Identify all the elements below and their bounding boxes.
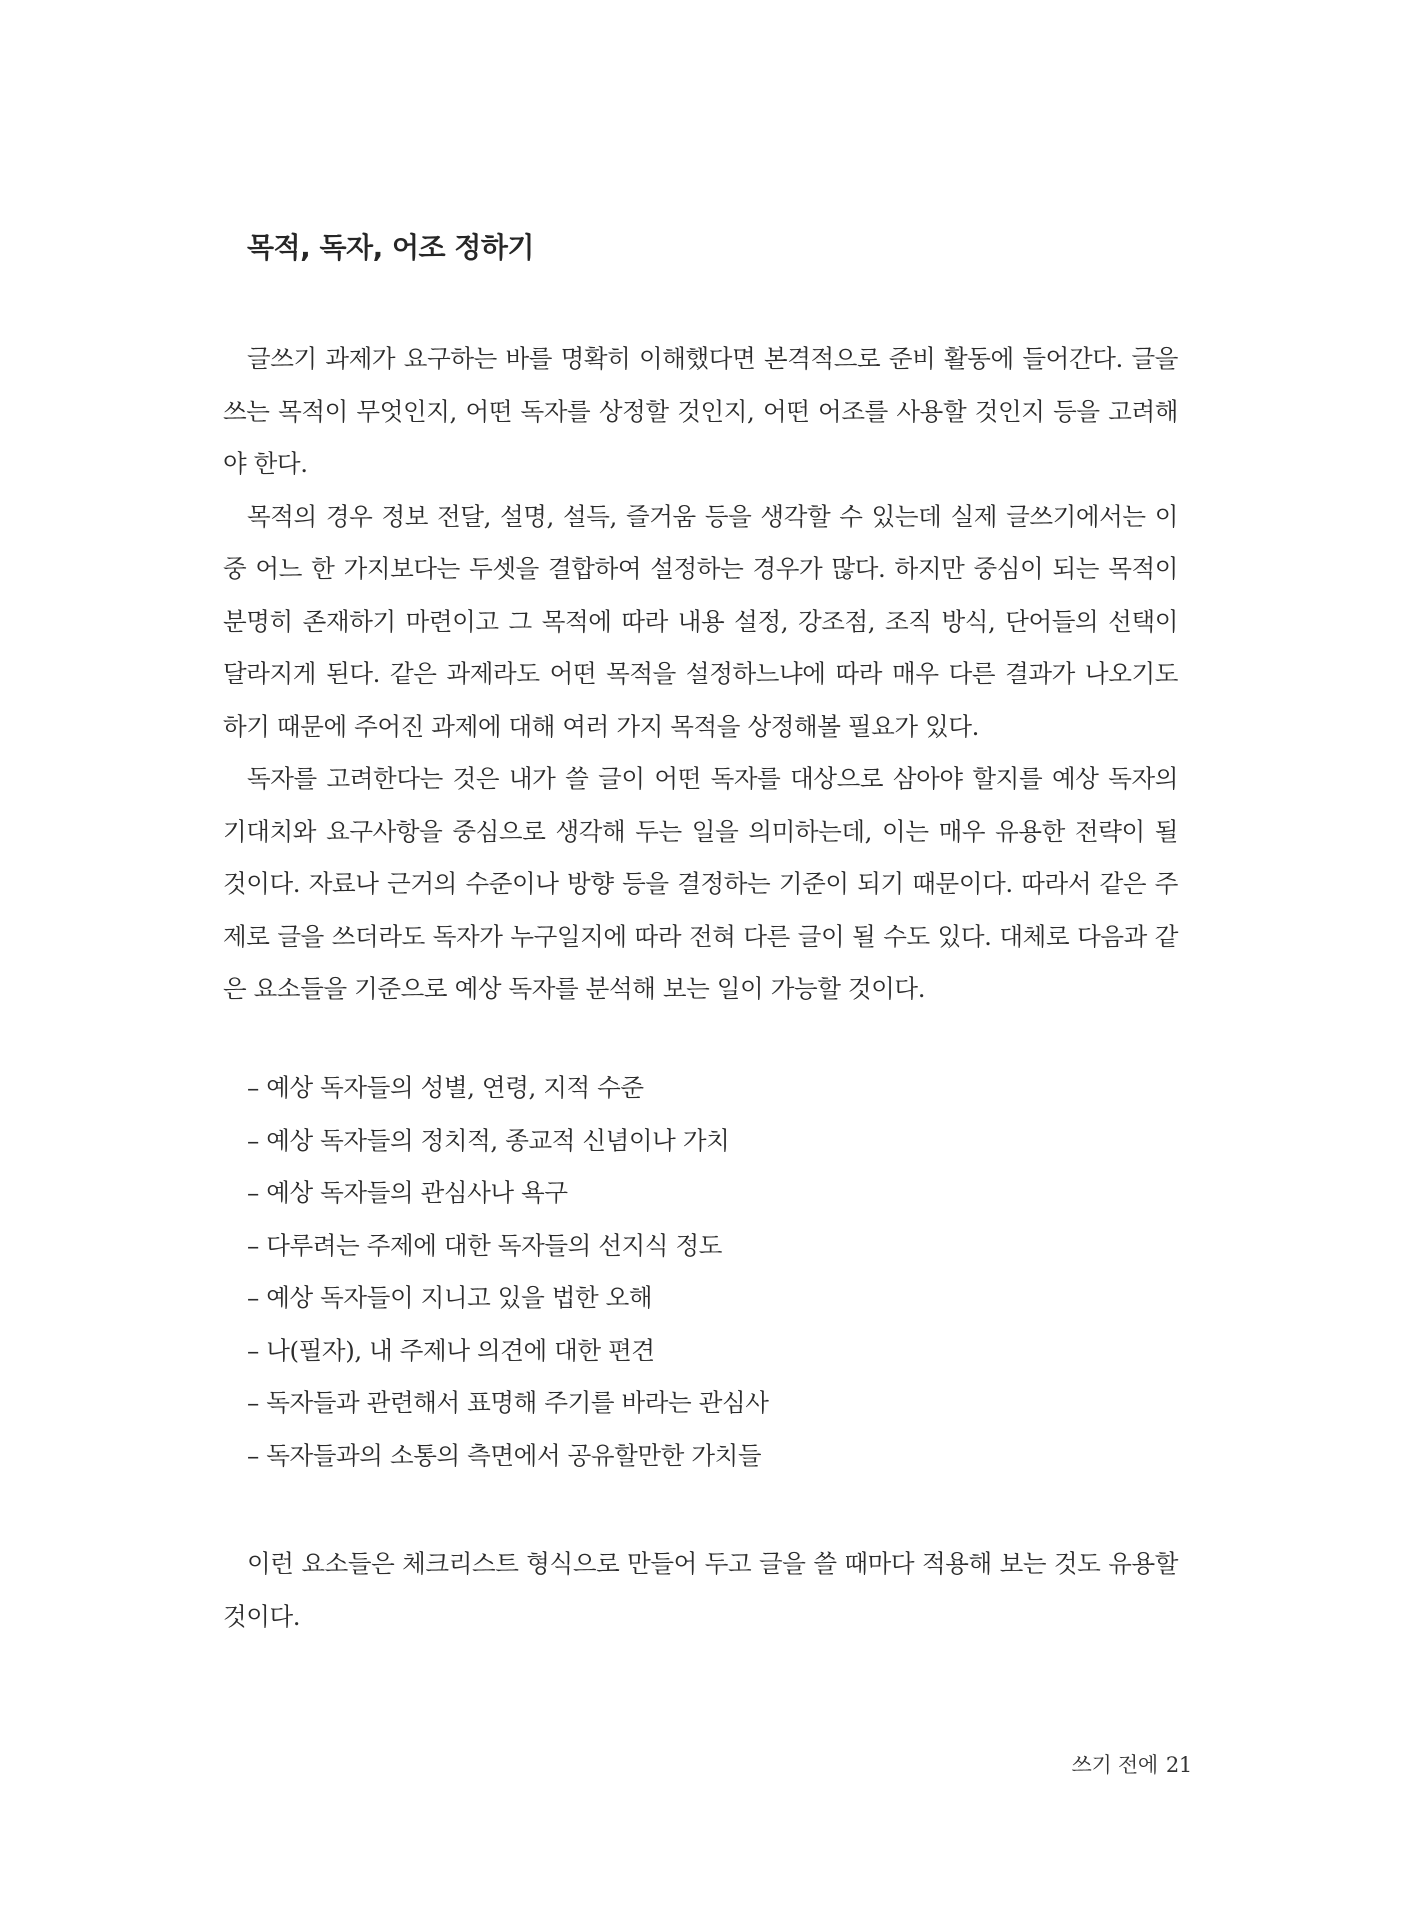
paragraph-closing: 이런 요소들은 체크리스트 형식으로 만들어 두고 글을 쓸 때마다 적용해 보는 것도 유용할 것이다. bbox=[223, 1549, 1178, 1631]
running-footer-chapter: 쓰기 전에 bbox=[1071, 1753, 1158, 1777]
list-item: – 다루려는 주제에 대한 독자들의 선지식 정도 bbox=[247, 1230, 722, 1260]
list-item: – 독자들과 관련해서 표명해 주기를 바라는 관심사 bbox=[247, 1388, 769, 1417]
list-item: – 예상 독자들의 성별, 연령, 지적 수준 bbox=[247, 1073, 644, 1102]
paragraph-reader: 독자를 고려한다는 것은 내가 쓸 글이 어떤 독자를 대상으로 삼아야 할지를 예상 독자의 기대치와 요구사항을 중심으로 생각해 두는 일을 의미하는데, 이는 매우 유용한 전략이 될 것이다. 자료나 근거의 수준이나 방향 등을 결정하는 기준이 되기 때문이다. 따라서 같은 주제로 글을 쓰더라도 독자가 누구일지에 따라 전혀 다른 글이 될 수도 있다. 대체로 다음과 같은 요소들을 기준으로 예상 독자를 분석해 보는 일이 가능할 것이다. bbox=[223, 764, 1178, 1003]
paragraph-intro: 글쓰기 과제가 요구하는 바를 명확히 이해했다면 본격적으로 준비 활동에 들어간다. 글을 쓰는 목적이 무엇인지, 어떤 독자를 상정할 것인지, 어떤 어조를 사용할 것인지 등을 고려해야 한다. bbox=[223, 344, 1178, 478]
body-text bbox=[223, 333, 1178, 1016]
section-title: 목적, 독자, 어조 정하기 bbox=[247, 231, 534, 264]
paragraph-purpose: 목적의 경우 정보 전달, 설명, 설득, 즐거움 등을 생각할 수 있는데 실제 글쓰기에서는 이 중 어느 한 가지보다는 두셋을 결합하여 설정하는 경우가 많다. 하지만 중심이 되는 목적이 분명히 존재하기 마련이고 그 목적에 따라 내용 설정, 강조점, 조직 방식, 단어들의 선택이 달라지게 된다. 같은 과제라도 어떤 목적을 설정하느냐에 따라 매우 다른 결과가 나오기도 하기 때문에 주어진 과제에 대해 여러 가지 목적을 상정해볼 필요가 있다. bbox=[223, 501, 1178, 741]
reader-factor-list bbox=[247, 1062, 1147, 1482]
list-item: – 독자들과의 소통의 측면에서 공유할만한 가치들 bbox=[247, 1440, 762, 1470]
list-item: – 예상 독자들이 지니고 있을 법한 오해 bbox=[247, 1283, 653, 1312]
page-footer bbox=[1072, 1750, 1192, 1780]
closing-text bbox=[223, 1538, 1178, 1643]
list-item: – 예상 독자들의 관심사나 욕구 bbox=[247, 1178, 568, 1207]
page-number: 21 bbox=[1165, 1753, 1192, 1777]
list-item: – 예상 독자들의 정치적, 종교적 신념이나 가치 bbox=[247, 1125, 730, 1155]
list-item: – 나(필자), 내 주제나 의견에 대한 편견 bbox=[247, 1335, 655, 1365]
